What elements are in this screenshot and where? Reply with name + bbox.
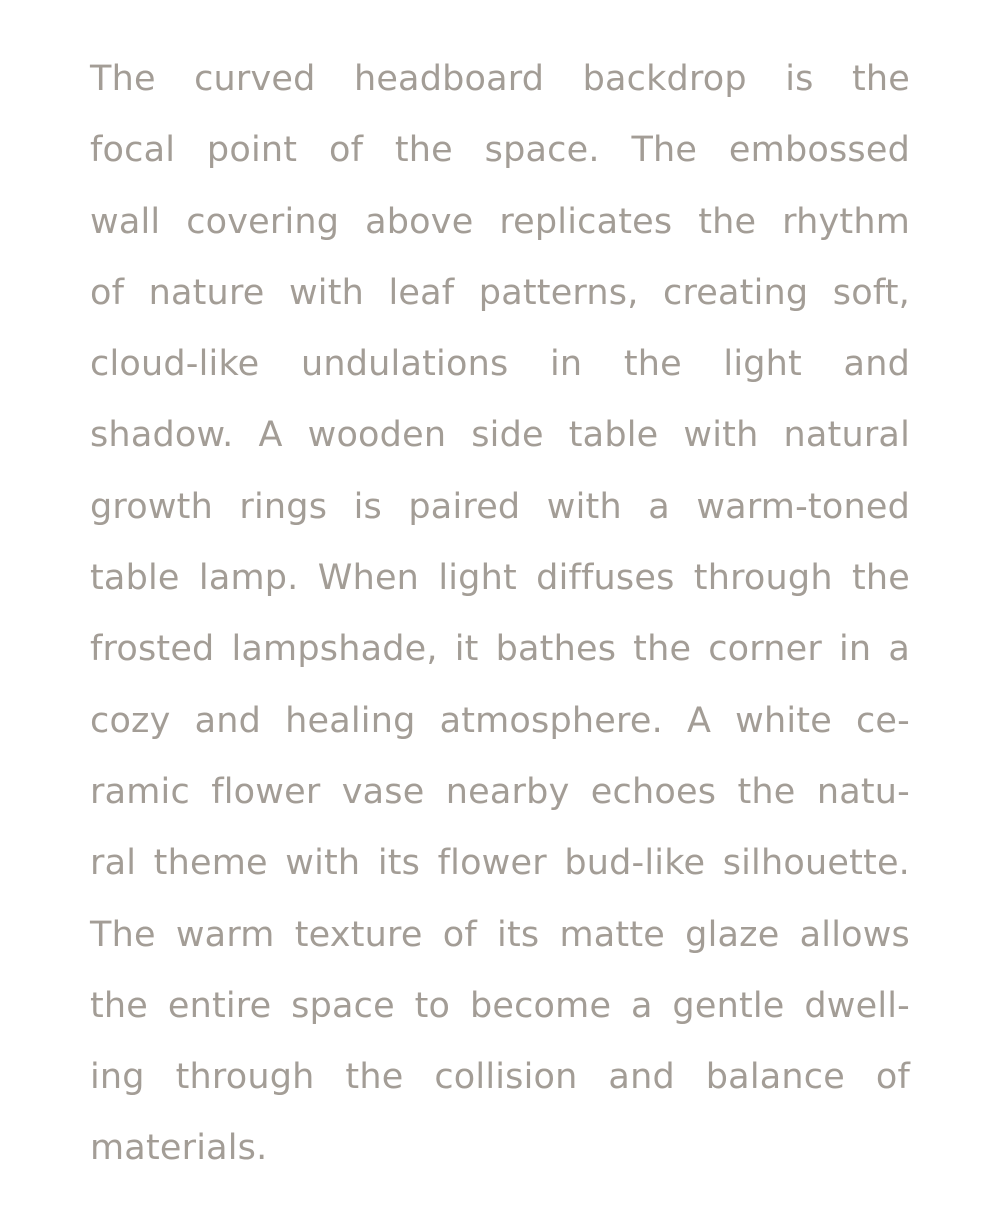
paragraph-line: focal point of the space. The embossed <box>90 130 910 171</box>
paragraph-line: shadow. A wooden side table with natural <box>90 415 910 456</box>
paragraph-line: of nature with leaf patterns, creating soft, <box>90 272 910 313</box>
paragraph-line: frosted lampshade, it bathes the corner in a <box>90 629 910 670</box>
paragraph-line: wall covering above replicates the rhythm <box>90 201 910 242</box>
description-paragraph <box>90 44 910 1204</box>
paragraph-line: The curved headboard backdrop is the <box>90 59 910 99</box>
paragraph-line: growth rings is paired with a warm-toned <box>90 486 910 527</box>
paragraph-line-last: materials. <box>90 1128 268 1169</box>
paragraph-line: the entire space to become a gentle dwell- <box>90 985 910 1026</box>
paragraph-line: The warm texture of its matte glaze allows <box>90 914 910 955</box>
paragraph-line: cloud-like undulations in the light and <box>90 344 910 385</box>
paragraph-line: ramic flower vase nearby echoes the natu- <box>90 771 910 812</box>
paragraph-line: ral theme with its flower bud-like silhouette. <box>90 843 910 884</box>
paragraph-line: table lamp. When light diffuses through the <box>90 558 910 599</box>
paragraph-line: ing through the collision and balance of <box>90 1057 910 1098</box>
paragraph-line: cozy and healing atmosphere. A white ce- <box>90 700 910 741</box>
